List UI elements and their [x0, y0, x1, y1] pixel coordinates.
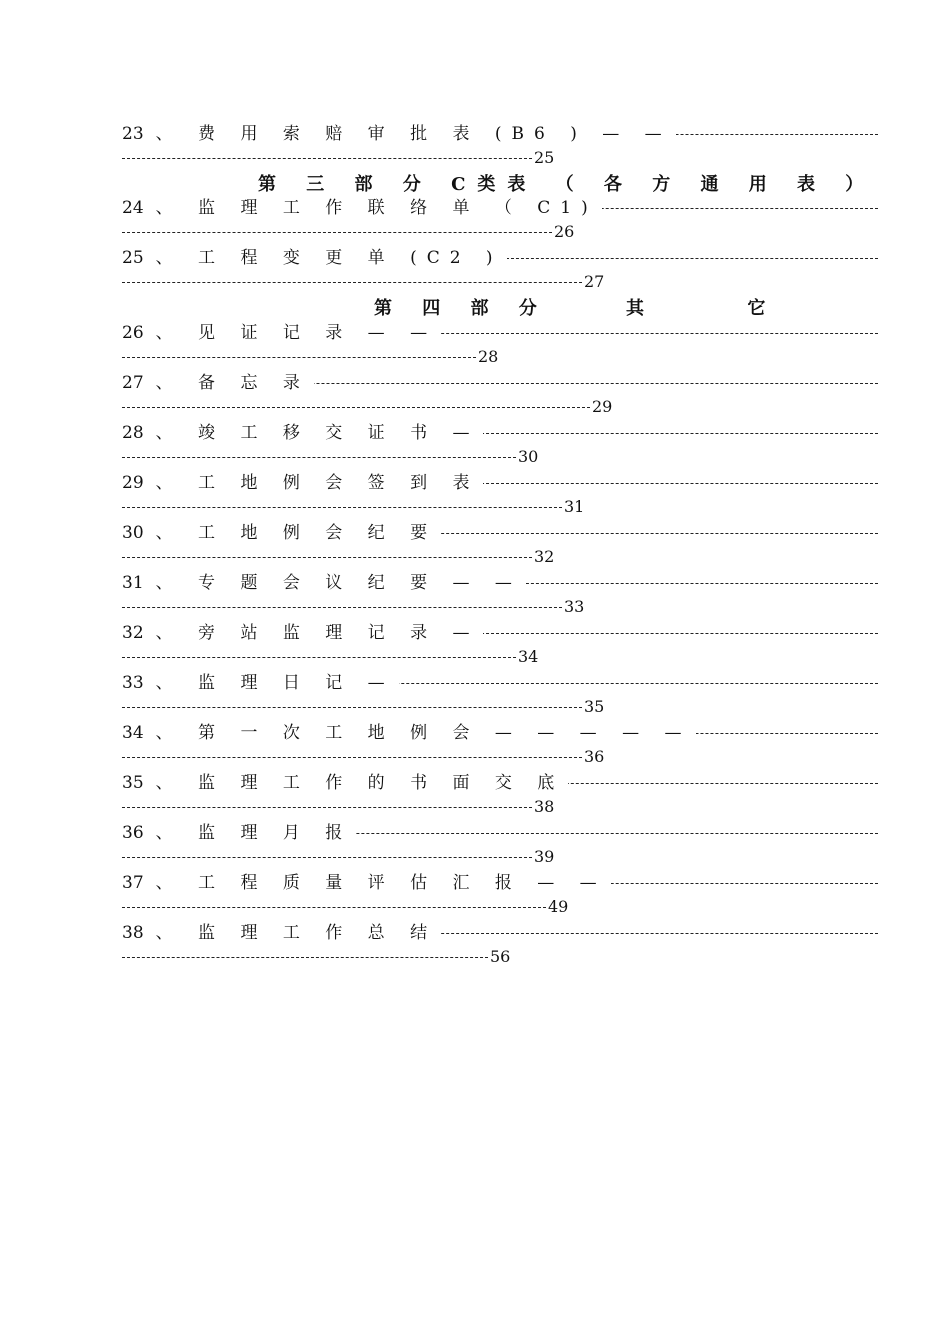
toc-entry-title: 、 工 程 质 量 评 估 汇 报 — — [155, 873, 607, 893]
leader-dashes [122, 407, 590, 408]
toc-entry-label [122, 671, 399, 695]
toc-entry-title: 、 专 题 会 议 纪 要 — — [155, 573, 522, 593]
toc-page-number: 34 [518, 647, 539, 666]
toc-page-number: 35 [584, 697, 605, 716]
leader-dashes [122, 657, 516, 658]
leader-dashes [122, 907, 546, 908]
toc-entry[interactable] [122, 821, 878, 871]
toc-entry-title: 、 竣 工 移 交 证 书 — [155, 423, 480, 443]
toc-entry[interactable] [122, 321, 878, 371]
toc-entry-continuation [122, 545, 878, 569]
toc-entry-label [122, 621, 483, 645]
toc-entry-line [122, 621, 878, 645]
toc-page-number: 27 [584, 272, 605, 291]
leader-dashes [122, 757, 582, 758]
toc-entry[interactable] [122, 721, 878, 771]
toc-entry-label [122, 471, 483, 495]
toc-entry-continuation [122, 645, 878, 669]
section-heading: 第 四 部 分 [374, 298, 549, 319]
toc-entry-label [122, 246, 507, 270]
leader-dashes [122, 607, 562, 608]
toc-entry-number: 35 [122, 773, 144, 793]
leader-dashes [122, 557, 532, 558]
toc-entry-number: 24 [122, 198, 144, 218]
toc-entry-number: 32 [122, 623, 144, 643]
toc-page-number: 30 [518, 447, 539, 466]
leader-dashes [122, 282, 582, 283]
toc-entry-label [122, 571, 526, 595]
toc-page-number: 56 [490, 947, 511, 966]
toc-entry-line [122, 371, 878, 395]
toc-entry-line [122, 921, 878, 945]
toc-entry-number: 28 [122, 423, 144, 443]
toc-page-number: 32 [534, 547, 555, 566]
toc-entry-label [122, 721, 696, 745]
leader-dashes [122, 357, 476, 358]
toc-entry-label [122, 371, 314, 395]
toc-entry-line [122, 196, 878, 220]
toc-entry[interactable] [122, 521, 878, 571]
toc-entry-number: 37 [122, 873, 144, 893]
toc-entry-title: 、 监 理 月 报 [155, 823, 353, 843]
toc-entry[interactable] [122, 771, 878, 821]
toc-entry-line [122, 721, 878, 745]
toc-entry-line [122, 421, 878, 445]
toc-entry-number: 27 [122, 373, 144, 393]
toc-entry-title: 、 监 理 工 作 的 书 面 交 底 [155, 773, 565, 793]
toc-entry-title: 、 备 忘 录 [155, 373, 310, 393]
toc-page-number: 36 [584, 747, 605, 766]
toc-entry-line [122, 246, 878, 270]
toc-entry-label [122, 196, 602, 220]
toc-entry-continuation [122, 945, 878, 969]
toc-entry-number: 34 [122, 723, 144, 743]
toc-page-number: 29 [592, 397, 613, 416]
toc-entry-number: 31 [122, 573, 144, 593]
toc-entry-continuation [122, 445, 878, 469]
toc-entry-line [122, 571, 878, 595]
toc-entry-continuation [122, 845, 878, 869]
toc-entry-continuation [122, 220, 878, 244]
toc-page-number: 49 [548, 897, 569, 916]
leader-dashes [122, 507, 562, 508]
toc-entry-label [122, 821, 356, 845]
toc-entry-line [122, 871, 878, 895]
toc-entry-continuation [122, 695, 878, 719]
section-heading: 第 三 部 分 C类表 （ 各 方 通 用 表 ） [258, 174, 876, 195]
toc-entry-continuation [122, 395, 878, 419]
toc-entry[interactable] [122, 471, 878, 521]
toc-page-number: 28 [478, 347, 499, 366]
toc-entry-number: 26 [122, 323, 144, 343]
toc-entry-line [122, 671, 878, 695]
toc-entry[interactable] [122, 871, 878, 921]
toc-entry-title: 、 工 地 例 会 签 到 表 [155, 473, 480, 493]
toc-entry-number: 38 [122, 923, 144, 943]
toc-entry-label [122, 421, 483, 445]
toc-entry[interactable] [122, 371, 878, 421]
toc-entry-number: 29 [122, 473, 144, 493]
toc-entry-line [122, 471, 878, 495]
leader-dashes [122, 457, 516, 458]
leader-dashes [122, 707, 582, 708]
leader-dashes [122, 857, 532, 858]
toc-entry-label [122, 921, 441, 945]
toc-entry-number: 23 [122, 124, 144, 144]
toc-entry-continuation [122, 795, 878, 819]
toc-entry-title: 、 监 理 工 作 联 络 单 （ C1) [155, 198, 598, 218]
toc-entry-title: 、 费 用 索 赔 审 批 表 (B6 ) — — [155, 124, 672, 144]
toc-entry-label [122, 122, 676, 146]
toc-entry[interactable] [122, 921, 878, 971]
toc-entry-continuation [122, 270, 878, 294]
leader-dashes [122, 957, 488, 958]
toc-page-number: 31 [564, 497, 585, 516]
toc-entry-continuation [122, 345, 878, 369]
toc-entry-title: 、 见 证 记 录 — — [155, 323, 438, 343]
toc-entry-line [122, 321, 878, 345]
toc-page-number: 33 [564, 597, 585, 616]
toc-entry-line [122, 521, 878, 545]
toc-entry-number: 30 [122, 523, 144, 543]
toc-entry[interactable] [122, 196, 878, 246]
toc-entry-label [122, 871, 611, 895]
leader-dashes [122, 158, 532, 159]
toc-entry[interactable] [122, 246, 878, 296]
toc-entry-line [122, 821, 878, 845]
toc-entry-continuation [122, 146, 878, 170]
toc-entry-line [122, 771, 878, 795]
toc-entry-title: 、 旁 站 监 理 记 录 — [155, 623, 480, 643]
leader-dashes [122, 807, 532, 808]
toc-entry-title: 、 工 地 例 会 纪 要 [155, 523, 438, 543]
toc-entry-continuation [122, 895, 878, 919]
toc-entry-title: 、 工 程 变 更 单 (C2 ) [155, 248, 503, 268]
toc-entry[interactable] [122, 671, 878, 721]
toc-entry[interactable] [122, 621, 878, 671]
toc-entry-number: 25 [122, 248, 144, 268]
toc-entry[interactable] [122, 122, 878, 172]
toc-entry-continuation [122, 745, 878, 769]
toc-entry[interactable] [122, 421, 878, 471]
toc-entry-continuation [122, 595, 878, 619]
toc-page-number: 25 [534, 148, 555, 167]
section-heading-right: 其 它 [626, 298, 778, 319]
toc-entry-label [122, 771, 568, 795]
leader-dashes [122, 232, 552, 233]
toc-entry-continuation [122, 495, 878, 519]
toc-page-number: 39 [534, 847, 555, 866]
toc-entry-title: 、 监 理 日 记 — [155, 673, 395, 693]
toc-entry-label [122, 321, 441, 345]
table-of-contents [122, 0, 878, 1000]
toc-entry-title: 、 第 一 次 工 地 例 会 — — — — — [155, 723, 692, 743]
toc-page-number: 38 [534, 797, 555, 816]
toc-entry-label [122, 521, 441, 545]
toc-entry-number: 36 [122, 823, 144, 843]
toc-entry-number: 33 [122, 673, 144, 693]
toc-page-number: 26 [554, 222, 575, 241]
toc-entry-title: 、 监 理 工 作 总 结 [155, 923, 438, 943]
toc-entry[interactable] [122, 571, 878, 621]
toc-entry-line [122, 122, 878, 146]
